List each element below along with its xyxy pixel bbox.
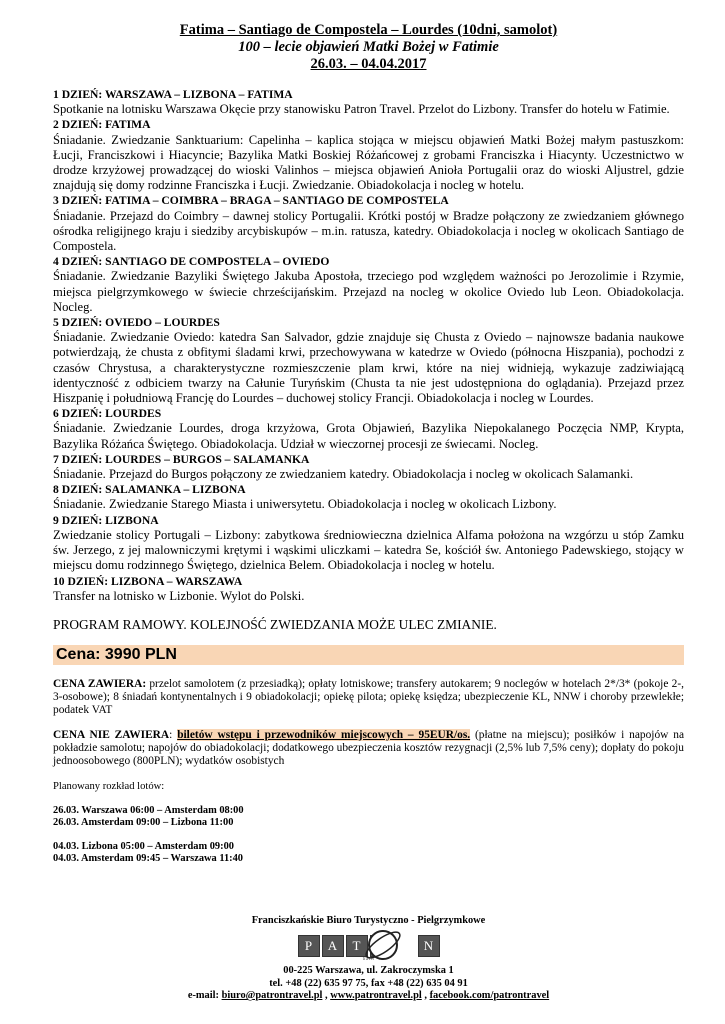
day-description: Śniadanie. Zwiedzanie Sanktuarium: Capelinha – kaplica stojąca w miejscu objawień Matki Bożej małym pastuszkom: Łucji, Franciszkowi i Hiacyncie; Bazylika Matki Boskiej Różańcowej z grobami Franciszka i Hiacynty. Uczestnictwo w drodze krzyżowej prowadzącej do wioski Valinhos – miejsca objawień Anioła Portugalii oraz do wioski Aljustrel, gdzie znajdują się domy rodzinne Franciszka i Łucji. Zwiedzanie. Obiadokolacja i nocleg w hotelu. — [53, 132, 684, 193]
flights-title: Planowany rozkład lotów: — [53, 781, 165, 793]
flight-row: 26.03. Warszawa 06:00 – Amsterdam 08:00 — [53, 805, 244, 817]
email-link[interactable]: biuro@patrontravel.pl — [221, 990, 323, 1002]
trip-dates: 26.03. – 04.04.2017 — [310, 56, 427, 72]
day-description: Śniadanie. Zwiedzanie Starego Miasta i uniwersytetu. Obiadokolacja i nocleg w okolicach Lizbony. — [53, 497, 557, 512]
day-title: 2 DZIEŃ: FATIMA — [53, 118, 151, 132]
day-title: 9 DZIEŃ: LIZBONA — [53, 513, 159, 527]
email-prefix: e-mail: — [187, 990, 222, 1002]
itinerary — [53, 87, 684, 604]
flight-row: 04.03. Lizbona 05:00 – Amsterdam 09:00 — [53, 841, 234, 853]
logo-subtitle: travel — [362, 957, 375, 963]
includes-label: CENA ZAWIERA: — [53, 677, 147, 690]
separator: , — [421, 990, 430, 1002]
day-description: Śniadanie. Przejazd do Coimbry – dawnej stolicy Portugalii. Krótki postój w Bradze połączony ze zwiedzaniem głównego ośrodka religijnego kraju i siedziby arcybiskupów – m.in. ratusza, katedry. Obiadokolacja i nocleg w okolicach Santiago de Compostela. — [53, 208, 684, 254]
flights-outbound — [53, 805, 684, 829]
document-page — [53, 22, 684, 865]
facebook-link[interactable]: facebook.com/patrontravel — [429, 990, 550, 1002]
price-banner: Cena: 3990 PLN — [53, 645, 684, 665]
day-title: 1 DZIEŃ: WARSZAWA – LIZBONA – FATIMA — [53, 88, 293, 101]
logo-letter: N — [418, 935, 440, 957]
day-title: 4 DZIEŃ: SANTIAGO DE COMPOSTELA – OVIEDO — [53, 255, 330, 269]
company-name: Franciszkańskie Biuro Turystyczno - Pielgrzymkowe — [251, 915, 486, 926]
globe-icon — [361, 923, 405, 967]
flight-row: 04.03. Amsterdam 09:45 – Warszawa 11:40 — [53, 853, 243, 865]
trip-subtitle: 100 – lecie objawień Matki Bożej w Fatimie — [238, 39, 499, 55]
day-4 — [53, 254, 684, 315]
company-phones: tel. +48 (22) 635 97 75, fax +48 (22) 635 04 91 — [269, 977, 468, 989]
excludes-colon: : — [169, 728, 178, 741]
footer — [53, 915, 684, 1003]
program-note: PROGRAM RAMOWY. KOLEJNOŚĆ ZWIEDZANIA MOŻE ULEC ZMIANIE. — [53, 616, 497, 632]
document-header — [53, 22, 684, 73]
day-1 — [53, 87, 684, 117]
day-description: Transfer na lotnisko w Lizbonie. Wylot do Polski. — [53, 588, 305, 603]
day-title: 5 DZIEŃ: OVIEDO – LOURDES — [53, 316, 220, 330]
company-address: 00-225 Warszawa, ul. Zakroczymska 1 — [283, 965, 454, 977]
flight-row: 26.03. Amsterdam 09:00 – Lizbona 11:00 — [53, 817, 234, 829]
trip-title: Fatima – Santiago de Compostela – Lourdes (10dni, samolot) — [179, 22, 558, 38]
excludes-highlight: biletów wstępu i przewodników miejscowych – 95EUR/os. — [177, 728, 471, 741]
patron-logo — [53, 935, 684, 963]
logo-letter: T — [346, 935, 368, 957]
excludes-text: (płatne na miejscu); posiłków i napojów na pokładzie samolotu; napojów do obiadokolacji; dodatkowego ubezpieczenia kosztów rezygnacji (2,5% lub 7,5% ceny); dopłaty do pokoju jednoosobowego (800PLN); wydatków osobistych — [53, 728, 685, 767]
includes-text: przelot samolotem (z przesiadką); opłaty lotniskowe; transfery autokarem; 9 noclegów w hotelach 2*/3* (pokoje 2-, 3-osobowe); 8 śniadań kontynentalnych i 9 obiadokolacji; opiekę pilota; opiekę księdza; ubezpieczenie KL, NNW i choroby przewlekłe; podatek VAT — [53, 677, 684, 717]
day-title: 6 DZIEŃ: LOURDES — [53, 407, 162, 421]
company-contacts — [53, 990, 684, 1002]
day-description: Zwiedzanie stolicy Portugali – Lizbony: zabytkowa średniowieczna dzielnica Alfama położona na wzgórzu u stóp Zamku św. Jerzego, z jej malowniczymi krętymi i wąskimi uliczkami – katedra Se, kościół św. Antoniego Padewskiego, stojący w miejscu domu rodzinnego Świętego, dzielnica Belem. Obiadokolacja i nocleg w hotelu. — [53, 527, 684, 573]
day-title: 10 DZIEŃ: LIZBONA – WARSZAWA — [53, 574, 243, 588]
day-description: Śniadanie. Zwiedzanie Oviedo: katedra San Salvador, gdzie znajduje się Chusta z Oviedo – najnowsze badania naukowe potwierdzają, że chusta z obfitymi śladami krwi, przechowywana w katedrze w Oviedo (północna Hiszpania), pochodzi z czasów Chrystusa, a charakterystyczne rozmieszczenie plam krwi, które na niej widnieją, wykazuje zadziwiającą identyczność z odbiciem twarzy na Całunie Turyńskim (Chusta ta nie jest udostępniona do oglądania). Przejazd przez Hiszpanię i południową Francję do Lourdes – duchowej stolicy Francji. Obiadokolacja i nocleg w Lourdes. — [53, 330, 684, 406]
logo-letter: P — [298, 935, 320, 957]
day-8 — [53, 482, 684, 512]
day-10 — [53, 574, 684, 604]
day-2 — [53, 117, 684, 193]
day-5 — [53, 315, 684, 406]
day-description: Spotkanie na lotnisku Warszawa Okęcie przy stanowisku Patron Travel. Przelot do Lizbony. Transfer do hotelu w Fatimie. — [53, 102, 670, 117]
day-description: Śniadanie. Przejazd do Burgos połączony ze zwiedzaniem katedry. Obiadokolacja i nocleg w okolicach Salamanki. — [53, 467, 634, 482]
day-title: 3 DZIEŃ: FATIMA – COIMBRA – BRAGA – SANTIAGO DE COMPOSTELA — [53, 194, 449, 208]
price-includes — [53, 678, 684, 718]
excludes-label: CENA NIE ZAWIERA — [53, 728, 170, 741]
day-description: Śniadanie. Zwiedzanie Lourdes, droga krzyżowa, Grota Objawień, Bazylika Niepokalanego Poczęcia NMP, Krypta, Bazylika Różańca Świętego. Obiadokolacja. Udział w wieczornej procesji ze świecami. Nocleg. — [53, 421, 684, 451]
day-3 — [53, 193, 684, 254]
day-6 — [53, 406, 684, 452]
flights-return — [53, 841, 684, 865]
logo-letter: O — [394, 935, 416, 957]
website-link[interactable]: www.patrontravel.pl — [330, 990, 422, 1002]
day-description: Śniadanie. Zwiedzanie Bazyliki Świętego Jakuba Apostoła, trzeciego pod względem ważności po Jerozolimie i Rzymie, miejsca pielgrzymkowego w świecie chrześcijańskim. Przejazd na nocleg w okolice Oviedo lub Leon. Obiadokolacja. Nocleg. — [53, 269, 684, 314]
day-7 — [53, 452, 684, 482]
logo-letter: A — [322, 935, 344, 957]
day-title: 7 DZIEŃ: LOURDES – BURGOS – SALAMANKA — [53, 452, 310, 466]
separator: , — [322, 990, 331, 1002]
day-9 — [53, 513, 684, 574]
day-title: 8 DZIEŃ: SALAMANKA – LIZBONA — [53, 483, 246, 497]
price-excludes — [53, 729, 684, 769]
